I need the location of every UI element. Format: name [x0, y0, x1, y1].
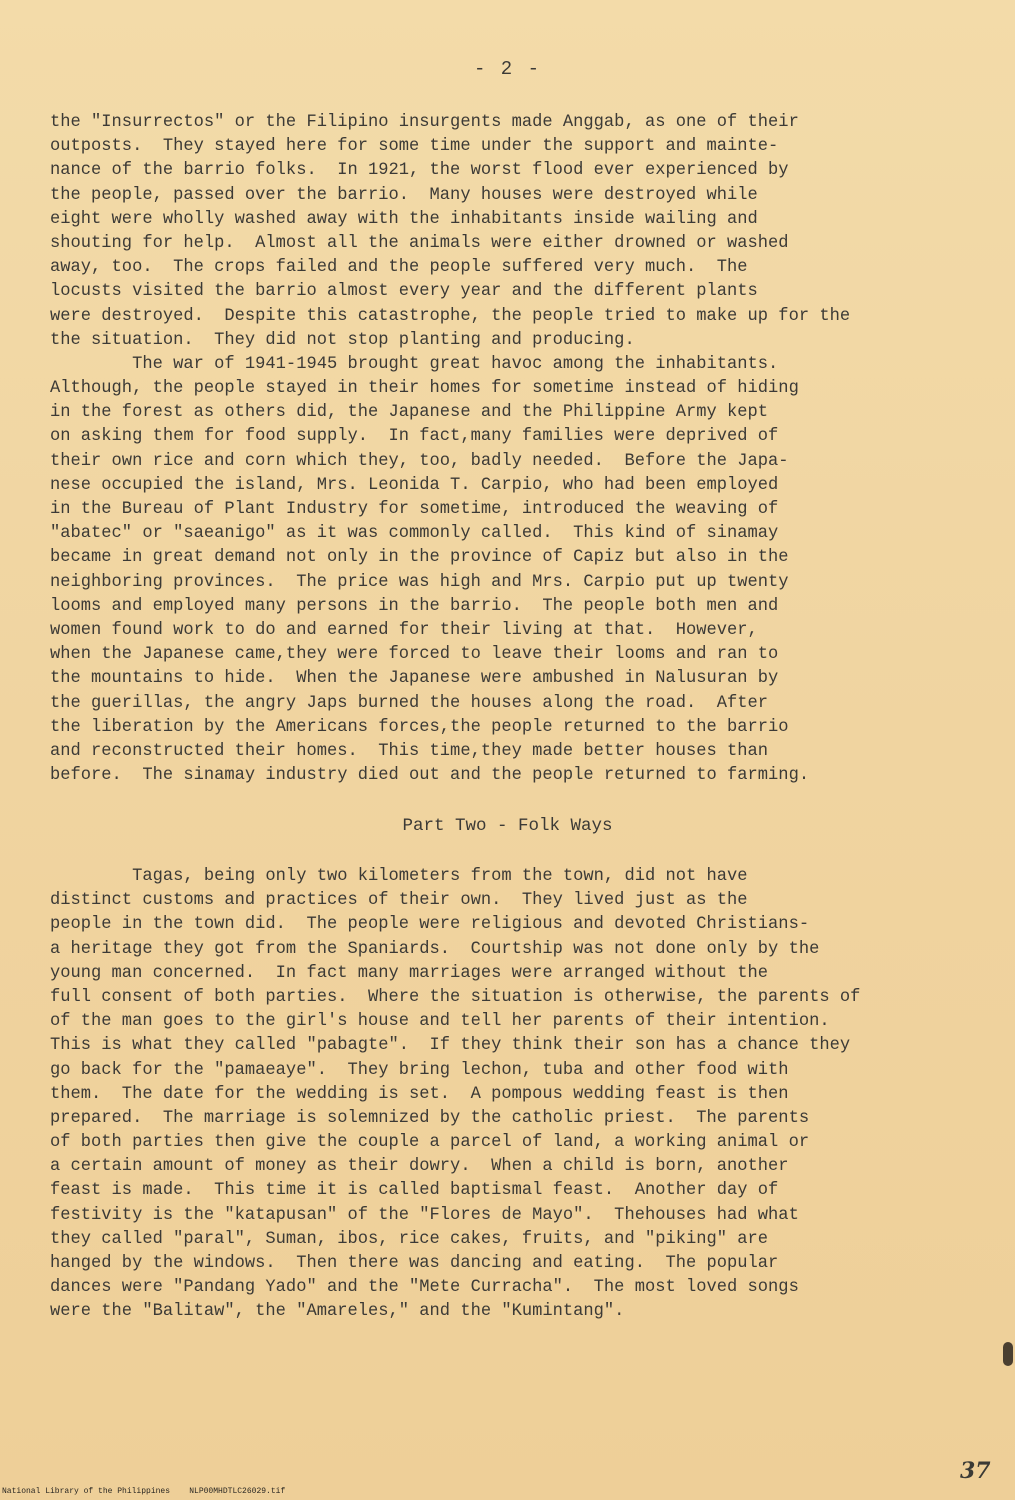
text-line: looms and employed many persons in the barrio. The people both men and: [50, 596, 779, 616]
text-line: This is what they called "pabagte". If they think their son has a chance they: [50, 1036, 851, 1056]
text-line: Tagas, being only two kilometers from the town, did not have: [50, 867, 748, 886]
folk-ways-section: [50, 865, 995, 1325]
text-line: feast is made. This time it is called baptismal feast. Another day of: [50, 1181, 779, 1201]
page-number: - 2 -: [473, 58, 541, 80]
text-line: neighboring provinces. The price was high and Mrs. Carpio put up twenty: [50, 572, 789, 592]
text-line: and reconstructed their homes. This time,they made better houses than: [50, 741, 769, 761]
folio-number: 37: [960, 1458, 991, 1484]
text-line: on asking them for food supply. In fact,many families were deprived of: [50, 427, 779, 447]
text-line: nese occupied the island, Mrs. Leonida T. Carpio, who had been employed: [50, 475, 779, 495]
text-line: away, too. The crops failed and the people suffered very much. The: [50, 258, 748, 278]
text-line: women found work to do and earned for their living at that. However,: [50, 620, 758, 640]
text-line: Although, the people stayed in their homes for sometime instead of hiding: [50, 379, 799, 399]
text-line: of the man goes to the girl's house and tell her parents of their intention.: [50, 1012, 830, 1032]
ink-blot: [1003, 1342, 1013, 1366]
text-line: dances were "Pandang Yado" and the "Mete Curracha". The most loved songs: [50, 1278, 799, 1298]
history-section: [50, 111, 995, 788]
text-line: when the Japanese came,they were forced to leave their looms and ran to: [50, 645, 779, 665]
text-line: distinct customs and practices of their own. They lived just as the: [50, 891, 748, 911]
text-line: go back for the "pamaeaye". They bring lechon, tuba and other food with: [50, 1060, 789, 1080]
text-line: people in the town did. The people were religious and devoted Christians-: [50, 915, 810, 935]
text-line: The war of 1941-1945 brought great havoc among the inhabitants.: [50, 354, 779, 374]
section-heading: Part Two - Folk Ways: [402, 816, 613, 836]
text-line: before. The sinamay industry died out and the people returned to farming.: [50, 766, 810, 786]
text-line: the situation. They did not stop planting and producing.: [50, 330, 635, 350]
text-line: "abatec" or "saeanigo" as it was commonly called. This kind of sinamay: [50, 524, 779, 544]
text-line: festivity is the "katapusan" of the "Flores de Mayo". Thehouses had what: [50, 1205, 799, 1225]
text-line: shouting for help. Almost all the animals were either drowned or washed: [50, 233, 789, 253]
text-line: the guerillas, the angry Japs burned the houses along the road. After: [50, 693, 769, 713]
text-line: nance of the barrio folks. In 1921, the worst flood ever experienced by: [50, 161, 789, 181]
text-line: outposts. They stayed here for some time under the support and mainte-: [50, 137, 779, 157]
text-line: eight were wholly washed away with the inhabitants inside wailing and: [50, 209, 758, 229]
text-line: of both parties then give the couple a parcel of land, a working animal or: [50, 1133, 810, 1153]
text-line: a heritage they got from the Spaniards. Courtship was not done only by the: [50, 939, 820, 959]
text-line: they called "paral", Suman, ibos, rice cakes, fruits, and "piking" are: [50, 1229, 769, 1249]
text-line: their own rice and corn which they, too, badly needed. Before the Japa-: [50, 451, 789, 471]
text-line: a certain amount of money as their dowry. When a child is born, another: [50, 1157, 789, 1177]
text-line: in the forest as others did, the Japanese and the Philippine Army kept: [50, 403, 769, 423]
scan-source-caption: National Library of the Philippines NLP00MHDTLC26029.tif: [2, 1487, 286, 1496]
text-line: the people, passed over the barrio. Many houses were destroyed while: [50, 185, 758, 205]
text-line: the "Insurrectos" or the Filipino insurgents made Anggab, as one of their: [50, 113, 799, 132]
text-line: became in great demand not only in the province of Capiz but also in the: [50, 548, 789, 568]
text-line: prepared. The marriage is solemnized by the catholic priest. The parents: [50, 1108, 810, 1128]
text-line: were the "Balitaw", the "Amareles," and the "Kumintang".: [50, 1302, 625, 1322]
text-line: the liberation by the Americans forces,the people returned to the barrio: [50, 717, 789, 737]
text-line: young man concerned. In fact many marriages were arranged without the: [50, 963, 769, 983]
text-line: them. The date for the wedding is set. A pompous wedding feast is then: [50, 1084, 789, 1104]
text-line: hanged by the windows. Then there was dancing and eating. The popular: [50, 1254, 779, 1273]
text-line: in the Bureau of Plant Industry for sometime, introduced the weaving of: [50, 500, 779, 519]
text-line: locusts visited the barrio almost every year and the different plants: [50, 282, 758, 302]
text-line: were destroyed. Despite this catastrophe, the people tried to make up for the: [50, 306, 851, 326]
text-line: the mountains to hide. When the Japanese were ambushed in Nalusuran by: [50, 669, 779, 689]
text-line: full consent of both parties. Where the situation is otherwise, the parents of: [50, 987, 861, 1007]
